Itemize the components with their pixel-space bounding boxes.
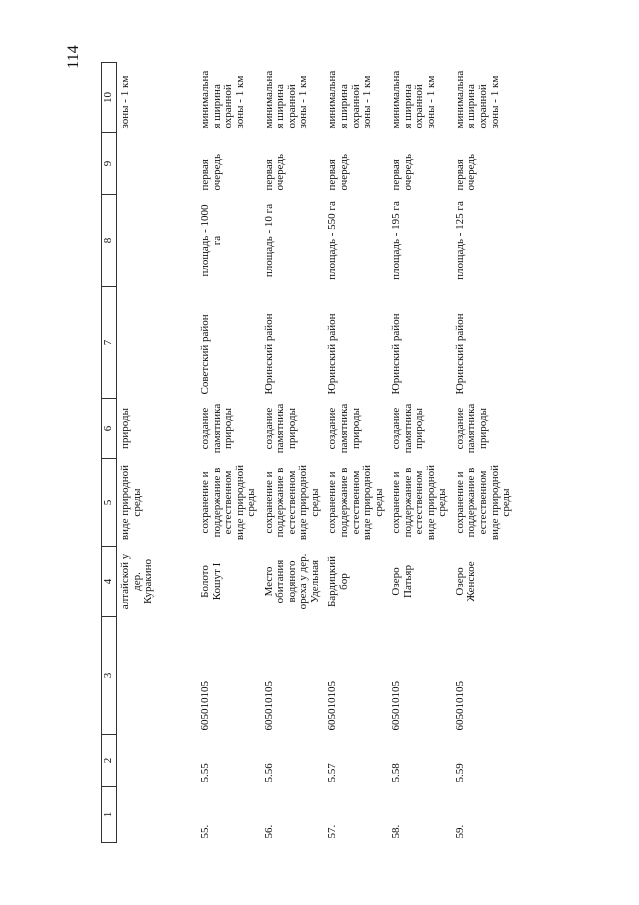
row-okato: 605010105: [199, 681, 211, 731]
col-header-10: 10: [102, 63, 117, 133]
row-purpose: сохранение и поддержание в естественном виде природной среды: [326, 464, 385, 541]
row-area: площадь - 1000 га: [199, 204, 223, 277]
table-row: [452, 63, 516, 843]
column-number-header: [102, 63, 117, 843]
row-number: 58.: [390, 824, 403, 839]
col-header-2: 2: [102, 735, 117, 787]
row-code: 5.57: [326, 763, 339, 783]
row-priority: первая очередь: [326, 154, 351, 191]
page-number: 114: [65, 45, 82, 69]
row-okato: 605010105: [262, 681, 275, 731]
row-district: Советский район: [199, 314, 211, 395]
row-priority: первая очередь: [262, 154, 287, 191]
row-area: площадь - 10 га: [262, 203, 275, 278]
row-okato: 605010105: [453, 681, 466, 731]
data-table: [101, 62, 516, 843]
row-okato: 605010105: [326, 681, 339, 731]
row-district: Юринский район: [453, 313, 466, 395]
row-purpose: сохранение и поддержание в естественном виде природной среды: [199, 464, 258, 541]
row-zone: минимальная ширина охранной зоны - 1 км: [453, 70, 501, 129]
row-number: 55.: [199, 824, 211, 839]
row-purpose: сохранение и поддержание в естественном виде природной среды: [453, 464, 513, 541]
row-name: Озеро Патьяр: [390, 565, 414, 598]
table-row: [261, 63, 325, 843]
table-row: [324, 63, 388, 843]
row-zone: минимальная ширина охранной зоны - 1 км: [390, 70, 437, 129]
col-header-6: 6: [102, 399, 117, 459]
row-priority: первая очередь: [453, 154, 478, 191]
row-action: создание памятника природы: [262, 403, 298, 454]
row-district: Юринский район: [262, 313, 275, 395]
row-zone: минимальная ширина охранной зоны - 1 км: [326, 70, 374, 129]
row-name: Болото Кошут I: [199, 562, 223, 601]
row-number: 59.: [453, 824, 466, 839]
row-area: площадь - 125 га: [453, 201, 466, 280]
row-area: площадь - 550 га: [326, 201, 339, 280]
row-area: площадь - 195 га: [390, 201, 403, 280]
row-okato: 605010105: [390, 681, 403, 731]
col-header-4: 4: [102, 547, 117, 617]
col-header-8: 8: [102, 195, 117, 287]
row-name: Место обитания водяного ореха у дер. Удельная: [262, 553, 321, 610]
row-action: создание памятника природы: [199, 403, 235, 454]
col-header-3: 3: [102, 617, 117, 735]
continued-name: алтайской у дер. Куракино: [119, 553, 155, 610]
row-district: Юринский район: [390, 313, 403, 395]
row-action: создание памятника природы: [390, 403, 426, 454]
row-code: 5.58: [390, 763, 403, 783]
col-header-5: 5: [102, 459, 117, 547]
row-number: 57.: [326, 824, 339, 839]
col-header-1: 1: [102, 787, 117, 843]
row-action: создание памятника природы: [453, 403, 490, 454]
continued-zone: зоны - 1 км: [119, 75, 131, 129]
table-row: [388, 63, 452, 843]
continued-purpose: виде природной среды: [119, 464, 143, 541]
table-container: [101, 63, 523, 843]
row-code: 5.55: [199, 763, 211, 783]
row-purpose: сохранение и поддержание в естественном виде природной среды: [390, 464, 449, 541]
row-action: создание памятника природы: [326, 403, 362, 454]
continuation-row: [117, 63, 198, 843]
row-zone: минимальная ширина охранной зоны - 1 км: [199, 70, 246, 129]
col-header-7: 7: [102, 287, 117, 399]
row-name: Озеро Женское: [453, 561, 478, 602]
row-code: 5.56: [262, 763, 275, 783]
continued-action: природы: [119, 408, 131, 449]
row-priority: первая очередь: [390, 154, 414, 191]
row-zone: минимальная ширина охранной зоны - 1 км: [262, 70, 310, 129]
row-priority: первая очередь: [199, 154, 223, 191]
row-district: Юринский район: [326, 313, 339, 395]
row-code: 5.59: [453, 763, 466, 783]
row-name: Бардицкий бор: [326, 555, 351, 608]
col-header-9: 9: [102, 133, 117, 195]
row-number: 56.: [262, 824, 275, 839]
table-row: [197, 63, 261, 843]
row-purpose: сохранение и поддержание в естественном виде природной среды: [262, 464, 321, 541]
